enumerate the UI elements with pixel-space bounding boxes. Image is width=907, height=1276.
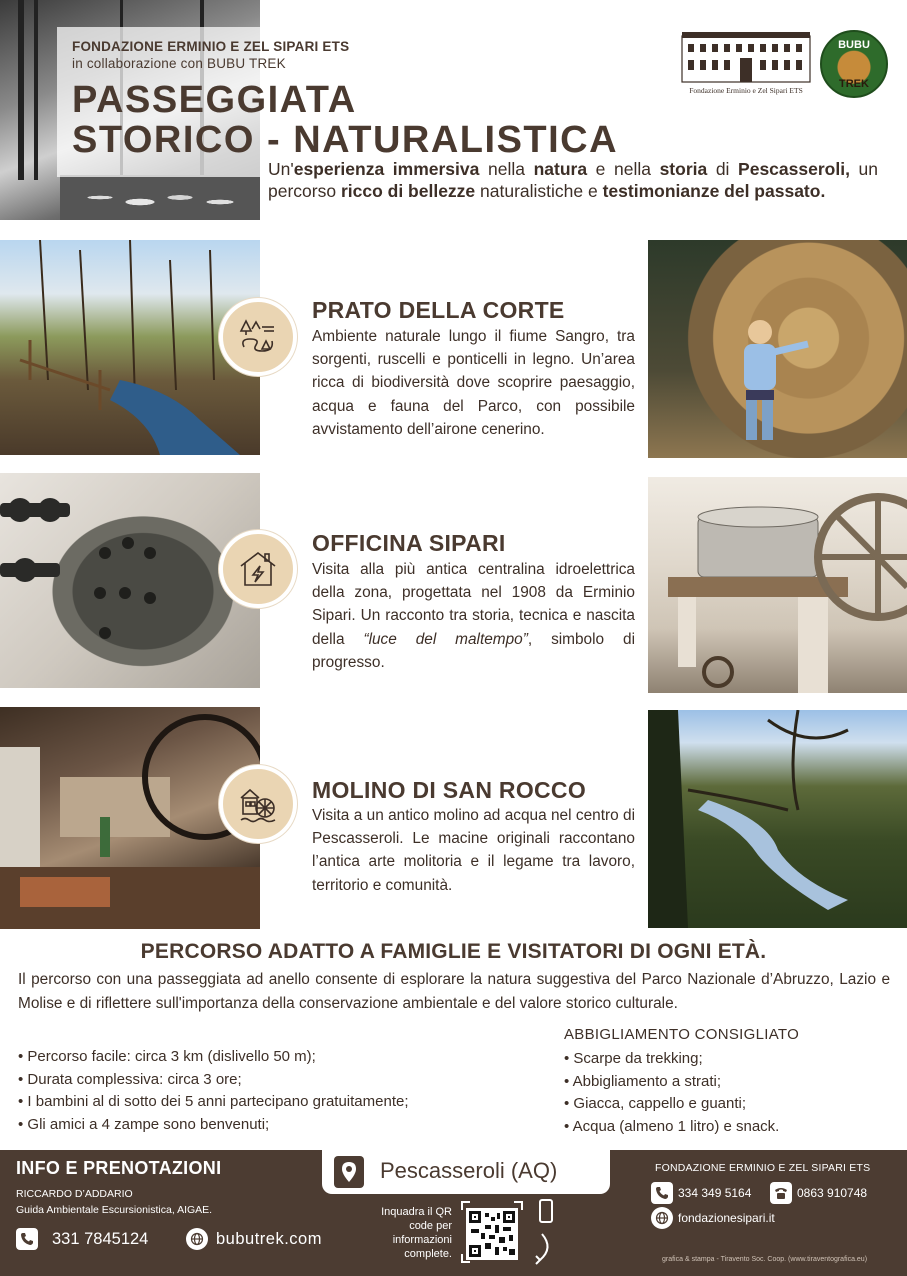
tree-shape: [18, 0, 24, 180]
location-pin-icon: [334, 1156, 364, 1188]
icon-circle-2: [219, 530, 297, 608]
bubu-logo-line2: TREK: [839, 78, 869, 90]
family-title: PERCORSO ADATTO A FAMIGLIE E VISITATORI DI OGNI ETÀ.: [140, 940, 767, 963]
intro-segment: natura: [533, 159, 588, 179]
intro-segment: ricco di bellezze: [340, 181, 476, 201]
intro-segment: di: [707, 159, 739, 179]
bubu-logo-line1: BUBU: [838, 39, 870, 51]
clothing-item: • Scarpe da trekking;: [564, 1050, 703, 1067]
intro-segment: nella: [479, 159, 534, 179]
bubutrek-logo: [820, 30, 888, 98]
child-figure: [648, 240, 907, 458]
route-detail-item: • Percorso facile: circa 3 km (dislivello 50 m);: [18, 1048, 316, 1065]
route-detail-item: • Durata complessiva: circa 3 ore;: [18, 1070, 242, 1088]
sipari-logo-caption: Fondazione Erminio e Zel Sipari ETS: [689, 86, 803, 95]
location-text: Pescasseroli (AQ): [380, 1158, 558, 1183]
print-credit: grafica & stampa - Tiravento Soc. Coop. (www.tiraventografica.eu): [662, 1256, 868, 1263]
clothing-list: [564, 1048, 779, 1138]
officina-text-before: Visita alla più antica centralina idroelettrica della zona, progettata nel 1908 da Erminio Sipari. Un racconto tra storia, tecnica e nascita della: [312, 561, 635, 648]
section-text-prato: Ambiente naturale lungo il fiume Sangro, tra sorgenti, ruscelli e ponticelli in legno. Un’area ricca di biodiversità dove scoprire paesaggio, acqua e fauna del Parco, con possibile avvistamento dell’airone cenerino.: [312, 328, 635, 438]
phone-icon: [16, 1228, 38, 1250]
organizer: [72, 38, 349, 72]
clothing-item: • Acqua (almeno 1 litro) e snack.: [564, 1117, 780, 1135]
section-title-prato: PRATO DELLA CORTE: [312, 297, 565, 323]
route-details-list: [18, 1046, 409, 1136]
section-text-officina: [312, 558, 635, 674]
officina-text-after: , simbolo di progresso.: [312, 630, 635, 671]
guide-role: Guida Ambientale Escursionistica, AIGAE.: [16, 1204, 213, 1216]
landline-phone-icon: [770, 1182, 792, 1204]
stream-scene: [648, 710, 907, 928]
guide-phone[interactable]: 331 7845124: [52, 1230, 149, 1248]
foundation-mobile[interactable]: 334 349 5164: [678, 1186, 752, 1200]
info-title: INFO E PRENOTAZIONI: [16, 1158, 222, 1178]
globe-icon: [186, 1228, 208, 1250]
sipari-logo: [680, 30, 812, 98]
guide-name: RICCARDO D’ADDARIO: [16, 1188, 133, 1200]
intro-segment: esperienza immersiva: [293, 159, 480, 179]
power-house-icon: [238, 549, 278, 589]
family-text: Il percorso con una passeggiata ad anello consente di esplorare la natura suggestiva del Parco Nazionale d’Abruzzo, Lazio e Molise e di riflettere sull'importanza della conservazione ambientale e del valore storico culturale.: [18, 971, 890, 1012]
foundation-website[interactable]: fondazionesipari.it: [678, 1211, 775, 1225]
scan-frame-icon: [458, 1198, 558, 1270]
foundation-name: FONDAZIONE ERMINIO E ZEL SIPARI ETS: [655, 1162, 871, 1174]
intro-segment: testimonianze del passato.: [602, 181, 826, 201]
machinery-scene: [648, 477, 907, 693]
section-title-molino: MOLINO DI SAN ROCCO: [312, 777, 587, 803]
intro-segment: e nella: [587, 159, 660, 179]
page-title: [72, 80, 618, 160]
watermill-icon: [238, 784, 278, 824]
route-detail-item: • I bambini al di sotto dei 5 anni partecipano gratuitamente;: [18, 1093, 409, 1111]
intro-segment: naturalistiche e: [475, 181, 603, 201]
title-line2: STORICO - NATURALISTICA: [72, 119, 619, 161]
icon-circle-3: [219, 765, 297, 843]
intro-segment: un percorso: [268, 159, 879, 201]
mobile-phone-icon: [651, 1182, 673, 1204]
globe-icon: [651, 1207, 673, 1229]
organizer-line1: FONDAZIONE ERMINIO E ZEL SIPARI ETS: [72, 39, 350, 54]
intro-segment: storia: [659, 159, 708, 179]
clothing-item: • Abbigliamento a strati;: [564, 1072, 722, 1090]
route-detail-item: • Gli amici a 4 zampe sono benvenuti;: [18, 1115, 270, 1133]
intro-text: [268, 158, 878, 202]
intro-segment: Un': [268, 159, 294, 179]
officina-text-italic: “luce del maltempo”: [363, 630, 528, 648]
sheep-flock: [60, 175, 260, 220]
nature-landscape-icon: [238, 317, 278, 357]
icon-circle-1: [219, 298, 297, 376]
clothing-title: ABBIGLIAMENTO CONSIGLIATO: [564, 1026, 800, 1043]
qr-instructions: Inquadra il QR code per informazioni complete.: [381, 1206, 452, 1260]
section-text-molino: Visita a un antico molino ad acqua nel centro di Pescasseroli. Le macine originali raccontano l’antica arte molitoria e il legame tra lavoro, territorio e comunità.: [312, 807, 635, 894]
section-title-officina: OFFICINA SIPARI: [312, 530, 506, 556]
clothing-item: • Giacca, cappello e guanti;: [564, 1095, 747, 1113]
title-line1: PASSEGGIATA: [72, 79, 357, 121]
foundation-phone[interactable]: 0863 910748: [797, 1186, 868, 1200]
photo-stream: [648, 710, 907, 928]
guide-website[interactable]: bubutrek.com: [216, 1230, 322, 1248]
photo-officina-machinery: [648, 477, 907, 693]
intro-segment: Pescasseroli,: [738, 159, 850, 179]
photo-hay-bale: [648, 240, 907, 458]
organizer-line2: in collaborazione con BUBU TREK: [72, 56, 286, 71]
tree-shape: [34, 0, 38, 180]
